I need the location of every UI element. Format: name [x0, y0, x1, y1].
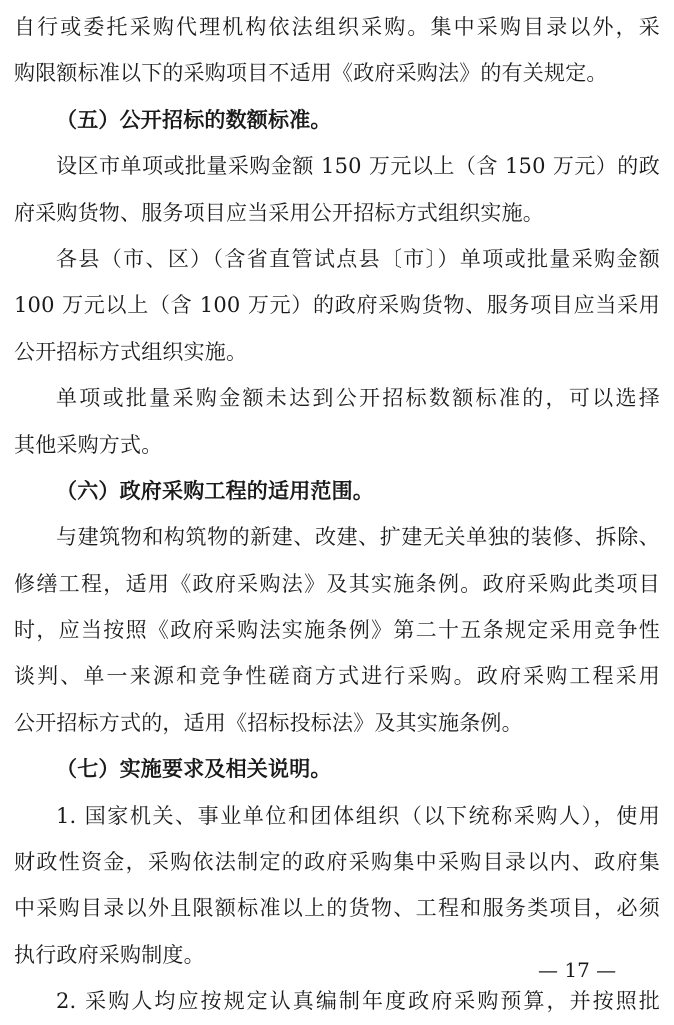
- body-line: 执行政府采购制度。: [14, 942, 205, 967]
- body-line: 购限额标准以下的采购项目不适用《政府采购法》的有关规定。: [14, 61, 608, 86]
- body-line: 中采购目录以外且限额标准以上的货物、工程和服务类项目，必须: [14, 896, 660, 921]
- section-heading-five: （五）公开招标的数额标准。: [56, 107, 332, 132]
- section-heading-six: （六）政府采购工程的适用范围。: [56, 478, 374, 503]
- body-line: 与建筑物和构筑物的新建、改建、扩建无关单独的装修、拆除、: [56, 525, 660, 550]
- body-line: 1. 国家机关、事业单位和团体组织（以下统称采购人），使用: [56, 803, 660, 828]
- body-line: 其他采购方式。: [14, 432, 163, 457]
- body-line: 府采购货物、服务项目应当采用公开招标方式组织实施。: [14, 200, 544, 225]
- document-page: [14, 4, 660, 1025]
- body-line: 修缮工程，适用《政府采购法》及其实施条例。政府采购此类项目: [14, 571, 660, 596]
- section-heading-seven: （七）实施要求及相关说明。: [56, 757, 332, 782]
- body-line: 单项或批量采购金额未达到公开招标数额标准的，可以选择: [56, 386, 660, 411]
- body-line: 公开招标方式组织实施。: [14, 339, 248, 364]
- body-line: 100 万元以上（含 100 万元）的政府采购货物、服务项目应当采用: [14, 293, 660, 318]
- body-line: 财政性资金，采购依法制定的政府采购集中采购目录以内、政府集: [14, 850, 660, 875]
- body-line: 谈判、单一来源和竞争性磋商方式进行采购。政府采购工程采用: [14, 664, 660, 689]
- body-line: 时，应当按照《政府采购法实施条例》第二十五条规定采用竞争性: [14, 618, 660, 643]
- body-line: 2. 采购人均应按规定认真编制年度政府采购预算，并按照批: [56, 989, 660, 1014]
- body-line: 设区市单项或批量采购金额 150 万元以上（含 150 万元）的政: [56, 154, 660, 179]
- page-number: — 17 —: [538, 958, 617, 982]
- body-line: 公开招标方式的，适用《招标投标法》及其实施条例。: [14, 710, 523, 735]
- body-line: 自行或委托采购代理机构依法组织采购。集中采购目录以外，采: [14, 15, 660, 39]
- body-line: 各县（市、区）（含省直管试点县〔市〕）单项或批量采购金额: [56, 246, 660, 271]
